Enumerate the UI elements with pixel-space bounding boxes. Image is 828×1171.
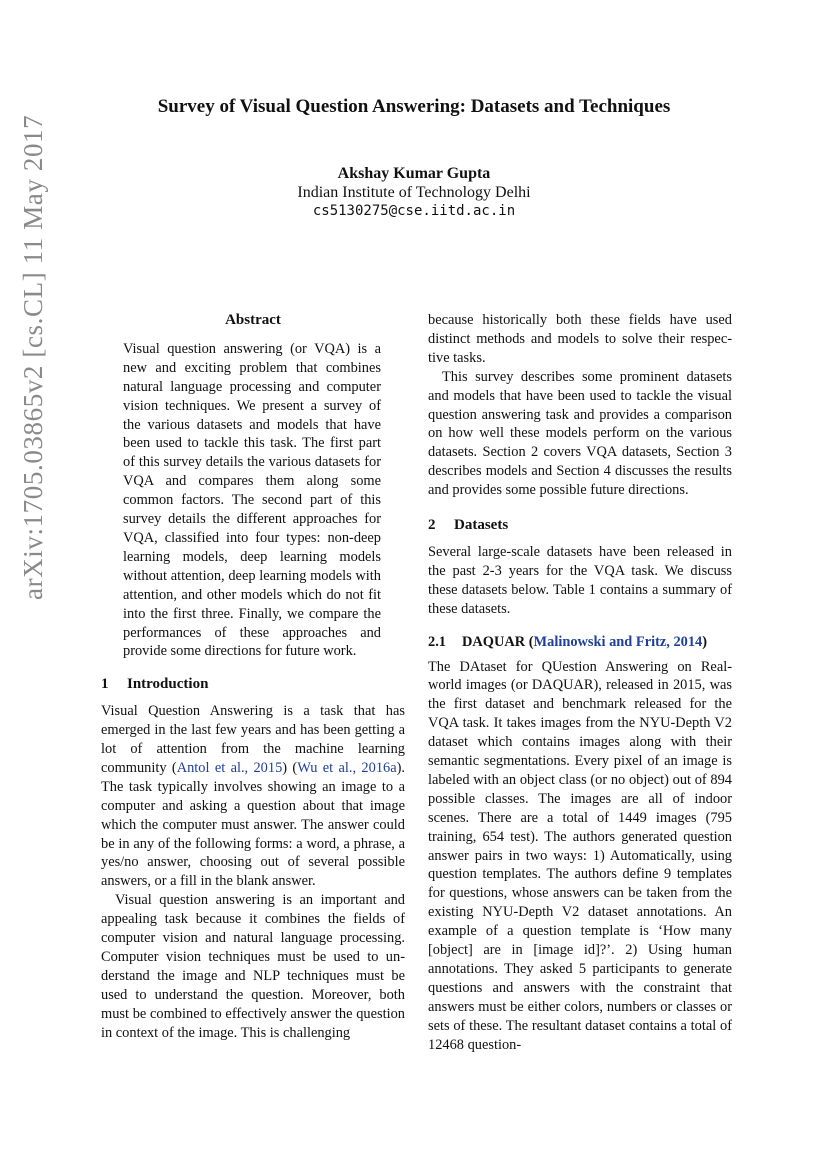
section-number: 2	[428, 517, 436, 534]
citation-link[interactable]: Wu et al., 2016a	[297, 759, 397, 776]
section-heading-introduction	[101, 675, 405, 694]
text-span: Visual Question Answering is a task that has emerged in the last few years and has been getting a lot of attention from the machine learning community (	[101, 703, 405, 776]
author-email: cs5130275@cse.iitd.ac.in	[312, 203, 516, 219]
subsection-title: DAQUAR (	[462, 633, 534, 650]
author-block	[0, 164, 828, 221]
author-name: Akshay Kumar Gupta	[337, 165, 491, 182]
introduction-paragraph-1	[101, 702, 405, 891]
daquar-paragraph-1: The DAtaset for QUestion Answering on Real-world images (or DAQUAR), released in 2015, was the first dataset and benchmark released for the VQA task. It takes images from the NYU-Depth V2 dataset which contains images along with their semantic segmentations. Every pixel of an image is labeled with an object class (or no object) out of 894 possible classes. The images are all of indoor scenes. There are a total of 1449 images (795 training, 654 test). The authors generated question answer pairs in two ways: 1) Automatically, using question templates. The authors define 9 templates for questions, whose answers can be taken from the existing NYU-Depth V2 dataset annotations. An example of a question template is ‘How many [object] are in [image id]?’. 2) Using human annotations. They asked 5 participants to generate questions and answers with the constraint that answers must be either colors, numbers or classes or sets of these. The resultant dataset contains a total of 12468 question-	[428, 658, 732, 1053]
author-affiliation: Indian Institute of Technology Delhi	[297, 184, 531, 201]
text-span: )	[702, 633, 708, 650]
citation-link[interactable]: Malinowski and Fritz, 2014	[533, 633, 703, 650]
introduction-paragraph-3: This survey describes some prominent datasets and models that have been used to tackle the visual question answering task and provides a comparison on how well these models perform on the various datasets. Section 2 covers VQA datasets, Section 3 describes models and Section 4 discusses the results and provides some possible future directions.	[428, 368, 732, 499]
abstract-text: Visual question answering (or VQA) is a new and exciting problem that combines natural language processing and computer vision techniques. We present a survey of the various datasets and models that have been used to tackle this task. The first part of this survey details the various datasets for VQA and compares them along some common factors. The second part of this survey details the different approaches for VQA, classified into four types: non-deep learning models, deep learning models without attention, deep learning models with attention, and other models which do not fit into the first three. Finally, we compare the performances of these approaches and provide some directions for future work.	[123, 340, 381, 660]
abstract-heading: Abstract	[225, 312, 281, 328]
paper-title: Survey of Visual Question Answering: Datasets and Techniques	[157, 96, 671, 117]
right-column	[428, 311, 732, 1055]
left-column	[101, 311, 405, 1043]
section-heading-datasets	[428, 516, 732, 535]
introduction-paragraph-2-continued: because historically both these fields have used distinct methods and models to solve their respective tasks.	[428, 312, 732, 366]
citation-link[interactable]: Antol et al., 2015	[176, 759, 283, 776]
subsection-heading-daquar	[428, 633, 732, 652]
section-title: Datasets	[454, 517, 509, 534]
section-title: Introduction	[127, 676, 209, 693]
section-number: 1	[101, 676, 109, 693]
text-span: ). The task typically involves showing an image to a computer and asking a question about that image which the computer must answer. The answer could be in any of the following forms: a word, a phrase, a yes/no answer, choosing out of several possible answers, or a fill in the blank answer.	[101, 759, 405, 890]
datasets-paragraph-1: Several large-scale datasets have been released in the past 2-3 years for the VQA task. We discuss these datasets below. Table 1 contains a summary of these datasets.	[428, 543, 732, 617]
text-span: ) (	[282, 759, 298, 776]
subsection-number: 2.1	[428, 633, 446, 650]
introduction-paragraph-2: Visual question answering is an important and appealing task because it combines the fields of computer vision and natural language processing. Computer vision techniques must be used to understand the image and NLP techniques must be used to understand the question. Moreover, both must be combined to effectively answer the question in context of the image. This is challenging	[101, 892, 405, 1041]
arxiv-identifier: arXiv:1705.03865v2 [cs.CL] 11 May 2017	[18, 114, 48, 600]
